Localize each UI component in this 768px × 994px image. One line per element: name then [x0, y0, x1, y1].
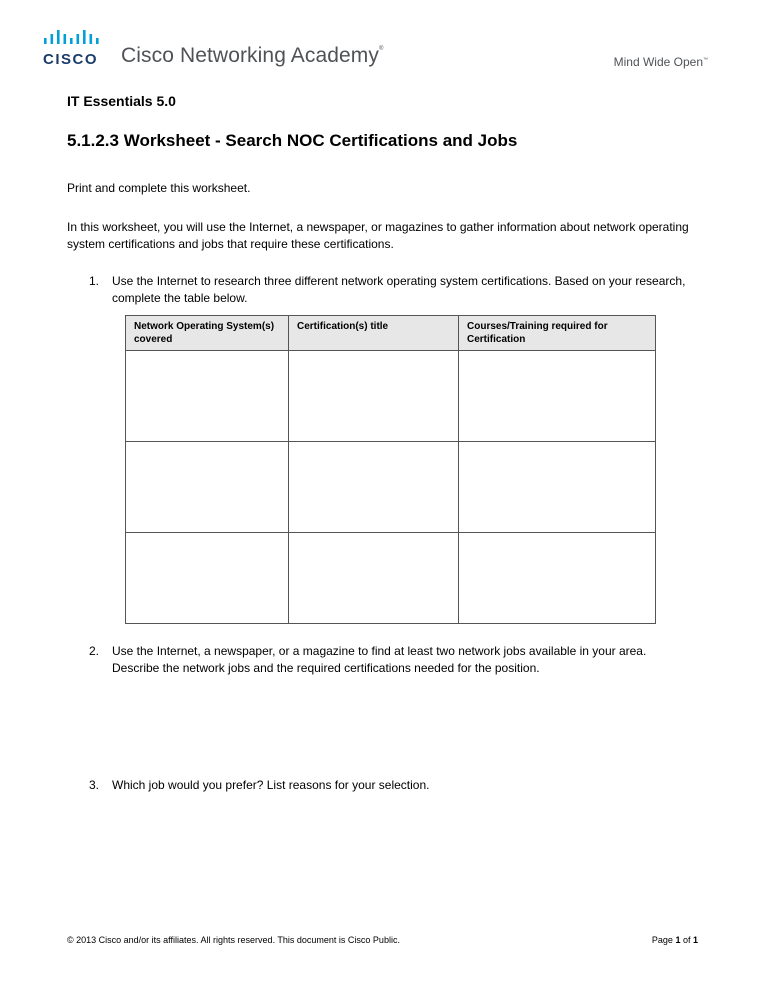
worksheet-title: 5.1.2.3 Worksheet - Search NOC Certifications and Jobs — [67, 131, 518, 150]
table-row — [126, 533, 656, 624]
cisco-logo-text: CISCO — [43, 51, 99, 65]
step-3-number: 3. — [89, 778, 100, 792]
step-1-text: Use the Internet to research three different network operating system certifications. Based on your research, complete the table below. — [112, 274, 686, 305]
table-cell[interactable] — [289, 533, 459, 624]
step-1-number: 1. — [89, 274, 100, 288]
step-3 — [89, 777, 689, 794]
description-text: In this worksheet, you will use the Internet, a newspaper, or magazines to gather information about network operating system certifications and jobs that require these certifications. — [67, 220, 689, 251]
copyright-notice: © 2013 Cisco and/or its affiliates. All rights reserved. This document is Cisco Public. — [67, 935, 400, 945]
table-cell[interactable] — [289, 442, 459, 533]
step-2 — [89, 643, 689, 677]
table-header-cert-title: Certification(s) title — [289, 316, 459, 351]
table-cell[interactable] — [459, 442, 656, 533]
table-cell[interactable] — [126, 533, 289, 624]
table-cell[interactable] — [126, 351, 289, 442]
step-3-text: Which job would you prefer? List reasons for your selection. — [112, 778, 430, 792]
intro-text: Print and complete this worksheet. — [67, 181, 251, 195]
certifications-table — [125, 315, 656, 624]
page-number: Page 1 of 1 — [651, 935, 698, 945]
table-row — [126, 351, 656, 442]
cisco-logo — [42, 29, 114, 70]
page-header — [0, 0, 768, 80]
tagline: Mind Wide Open™ — [613, 55, 708, 69]
table-row — [126, 442, 656, 533]
table-cell[interactable] — [126, 442, 289, 533]
table-cell[interactable] — [459, 533, 656, 624]
table-header-nos: Network Operating System(s) covered — [126, 316, 289, 351]
step-2-text: Use the Internet, a newspaper, or a magazine to find at least two network jobs available in your area. Describe the network jobs and the required certifications needed for the position. — [112, 644, 647, 675]
step-1 — [89, 273, 689, 307]
brand-name: Cisco Networking Academy® — [121, 44, 384, 67]
course-title: IT Essentials 5.0 — [67, 93, 176, 109]
table-cell[interactable] — [289, 351, 459, 442]
table-header-row — [126, 316, 656, 351]
step-2-number: 2. — [89, 644, 100, 658]
table-header-courses: Courses/Training required for Certification — [459, 316, 656, 351]
table-cell[interactable] — [459, 351, 656, 442]
